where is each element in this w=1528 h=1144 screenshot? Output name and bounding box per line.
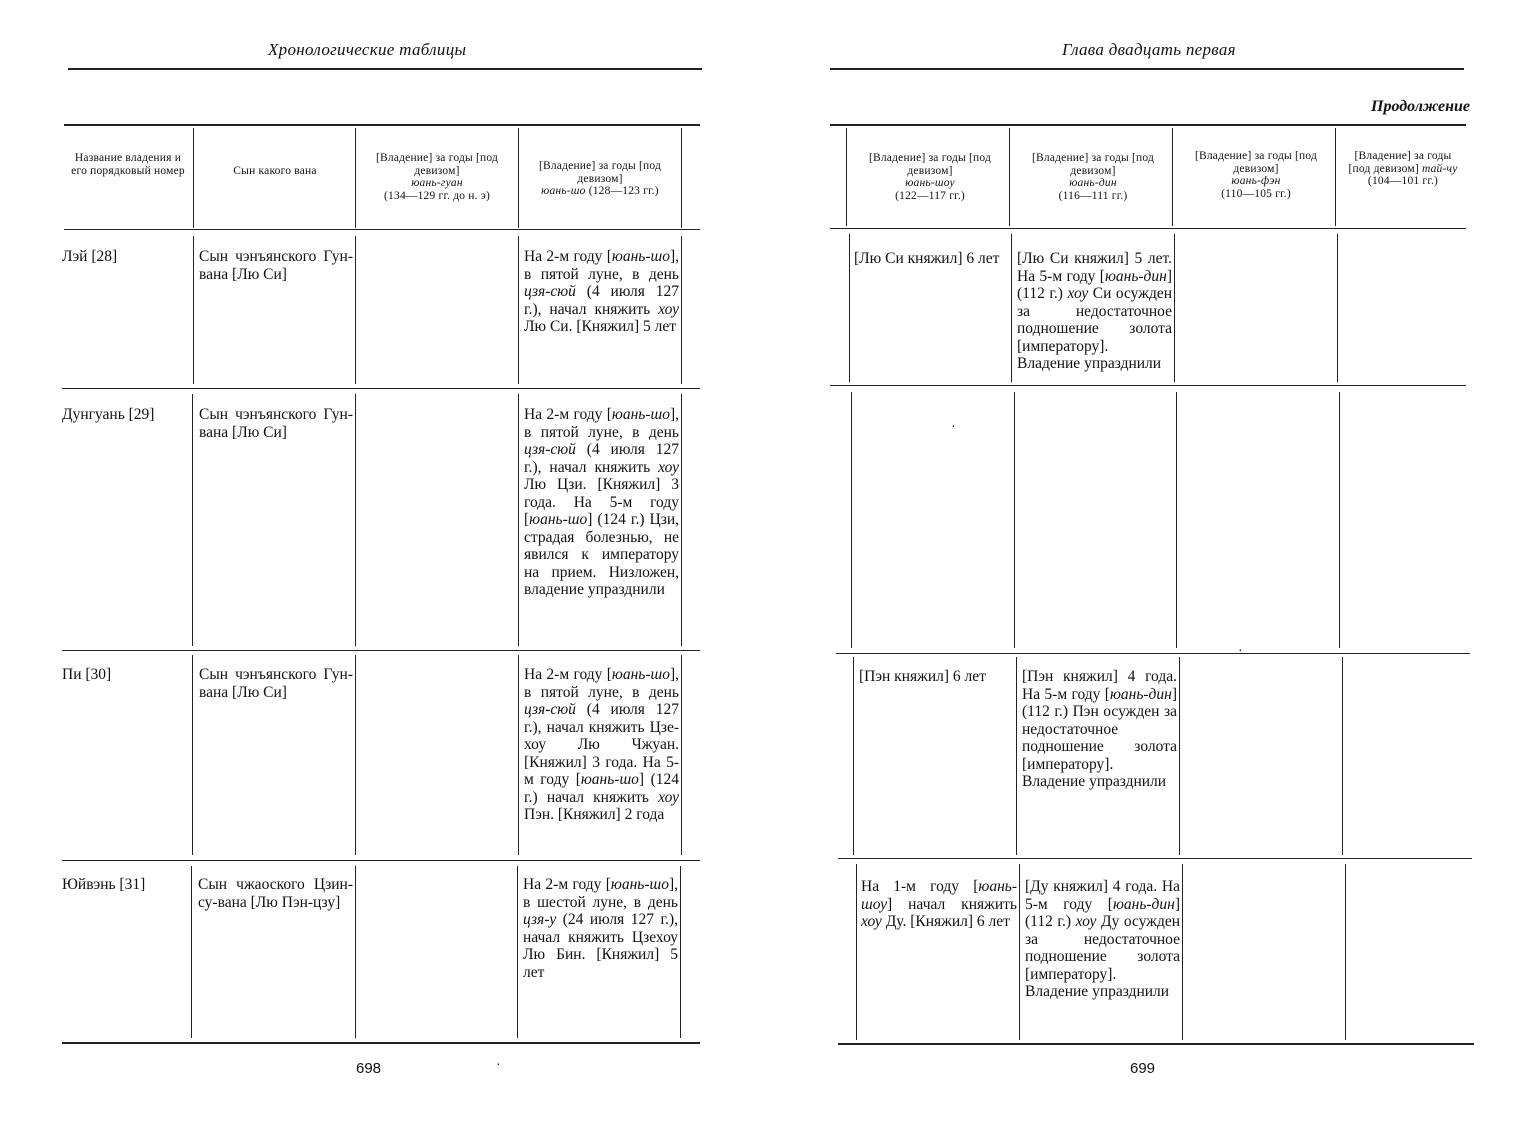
col-divider [681,236,682,384]
print-speck: · [951,420,956,435]
text-segment: На 2-м году [ [524,406,612,423]
italic-term: юань-дин [1112,895,1175,913]
right-running-head: Глава двадцать первая [1062,40,1236,59]
row-son-of: Сын чэнъянского Гун-вана [Лю Си] [199,248,353,283]
text-segment: ] (112 г.) Пэн осужден за недостаточное подношение золота [императору]. Владение упразднили [1022,685,1177,790]
italic-term: юань-шо [611,406,670,423]
print-speck: · [1238,644,1243,659]
col-divider [849,234,850,382]
col-divider [355,655,356,855]
col-divider [1335,128,1336,226]
row-son-of: Сын чжаоского Цзин-су-вана [Лю Пэн-цзу] [198,876,353,911]
col-divider [355,236,356,384]
header-son-of: Сын какого вана [233,165,317,177]
text-segment: ] начал княжить [887,895,1017,913]
row-name: Дунгуань [29] [62,406,155,423]
italic-term: юань-шо [611,666,670,683]
text-segment: На 2-м году [ [523,876,611,893]
italic-term: цзя-у [523,911,557,928]
text-segment: (24 июля 127 г.), начал княжить Цзехоу Лю Бин. [Княжил] 5 лет [523,911,678,981]
col-divider [355,394,356,646]
col-divider [191,866,192,1038]
text-segment: На 1-м году [ [861,878,979,895]
text-segment: ] (112 г.) [1017,267,1172,302]
text-segment: Лю Цзи. [Княжил] 3 года. На 5-м году [ [524,476,679,528]
text-segment: Лю Си. [Княжил] 5 лет [524,318,677,335]
header-yuan-guang: [Владение] за годы [под девизом] юань-гуан (134—129 гг. до н. э) [375,152,499,202]
italic-term: цзя-сюй [524,701,576,718]
italic-term: цзя-сюй [524,283,576,300]
italic-term: хоу [658,300,679,318]
col-divider [355,866,356,1038]
continued-label: Продолжение [1371,98,1470,115]
text-segment: ], в пятой луне, в день [524,666,679,701]
row-divider [838,858,1472,859]
col-divider [851,392,852,648]
row-yuan-shuo [523,876,678,981]
col-divider [518,128,519,228]
text-segment: (4 июля 127 г.), начал княжить [524,283,679,318]
row-name: Лэй [28] [62,248,118,265]
header-yuan-feng: [Владение] за годы [под девизом] юань-фэн (110—105 гг.) [1194,150,1318,200]
header-yuan-shou: [Владение] за годы [под девизом] юань-шоу (122—117 гг.) [868,152,992,202]
row-yuan-ding [1017,250,1172,373]
italic-term: хоу [861,913,882,930]
left-page-number: 698 [356,1060,382,1077]
col-divider [681,394,682,646]
row-yuan-shou [854,250,1008,268]
col-divider [680,866,681,1038]
header-tai-chu: [Владение] за годы [под девизом] тай-чу (104—101 гг.) [1348,150,1458,187]
row-yuan-ding [1022,668,1177,791]
col-divider [1016,657,1017,855]
text-segment: (4 июля 127 г.), начал княжить Цзе-хоу Лю Чжуан. [Княжил] 3 года. На 5-м году [ [524,701,679,788]
italic-term: хоу [1067,285,1089,302]
text-segment: [Ду княжил] 4 года. На 5-м году [ [1025,878,1180,913]
left-head-rule [68,68,702,70]
col-divider [1019,864,1020,1040]
col-divider [193,128,194,228]
right-page [764,0,1528,1144]
italic-term: юань-шо [611,248,670,265]
text-segment: [Лю Си княжил] 5 лет. На 5-м году [ [1017,250,1172,285]
col-divider [1014,392,1015,648]
italic-term: хоу [658,458,679,476]
text-segment: (4 июля 127 г.), начал княжить [524,441,679,476]
row-yuan-shou [859,668,1015,686]
col-divider [1011,234,1012,382]
col-divider [846,128,847,226]
col-divider [1337,234,1338,382]
italic-term: хоу [1075,913,1097,930]
italic-term: юань-дин [1104,267,1167,285]
italic-term: хоу [658,788,679,806]
italic-term: юань-шоу [861,878,1017,913]
text-segment: Пэн. [Княжил] 2 года [524,806,665,823]
table-top-rule [64,124,700,126]
text-segment: Ду. [Княжил] 6 лет [881,913,1010,930]
row-name: Пи [30] [62,666,112,683]
print-speck: · [496,1058,501,1073]
left-running-head: Хронологические таблицы [268,40,467,59]
italic-term: юань-дин [1109,685,1172,703]
col-divider [518,236,519,384]
text-segment: ], в пятой луне, в день [524,406,679,441]
text-segment: ], в шестой луне, в день [523,876,678,911]
text-segment: Си осужден за недостаточное подношение золота [императору]. Владение упразднили [1017,285,1173,372]
text-segment: ] (112 г.) [1025,895,1180,930]
row-yuan-shuo [524,406,679,599]
col-divider [518,655,519,855]
table-top-rule [830,124,1466,126]
table-bottom-rule [62,1042,700,1044]
italic-term: юань-шо [610,876,669,893]
text-segment: На 2-м году [ [524,666,612,683]
col-divider [853,657,854,855]
text-segment: ], в пятой луне, в день [524,248,679,283]
row-yuan-ding [1025,878,1180,1001]
text-segment: ] (124 г.) Цзи, страдая болезнью, не явился к императору на прием. Низложен, владение упразднили [524,511,679,598]
row-yuan-shuo [524,248,679,336]
row-yuan-shuo [524,666,679,824]
col-divider [1339,392,1340,648]
table-header-rule [830,228,1466,229]
col-divider [681,655,682,855]
row-divider [62,650,700,651]
col-divider [856,864,857,1040]
col-divider [1174,234,1175,382]
col-divider [192,394,193,646]
col-divider [1179,657,1180,855]
text-segment: На 2-м году [ [524,248,612,265]
header-yuan-shuo: [Владение] за годы [под девизом] юань-шо (128—123 гг.) [538,160,662,197]
row-name: Юйвэнь [31] [62,876,146,893]
header-yuan-ding: [Владение] за годы [под девизом] юань-дин (116—111 гг.) [1031,152,1155,202]
header-name: Название владения и его порядковый номер [71,152,185,177]
text-segment: [Пэн княжил] 6 лет [859,668,986,685]
col-divider [1345,864,1346,1040]
col-divider [192,655,193,855]
text-segment: Ду осужден за недостаточное подношение золота [императору]. Владение упразднили [1025,913,1181,1000]
col-divider [518,394,519,646]
table-bottom-rule [838,1043,1474,1045]
col-divider [1176,392,1177,648]
col-divider [1009,128,1010,226]
italic-term: юань-шо [580,771,639,788]
right-head-rule [830,68,1464,70]
text-segment: [Пэн княжил] 4 года. На 5-м году [ [1022,668,1177,703]
row-divider [62,860,700,861]
table-header-rule [64,229,700,230]
row-divider [62,388,700,389]
row-son-of: Сын чэнъянского Гун-вана [Лю Си] [199,666,353,701]
text-segment: [Лю Си княжил] 6 лет [854,250,1000,267]
col-divider [517,866,518,1038]
col-divider [193,236,194,384]
col-divider [1182,864,1183,1040]
row-divider [836,653,1470,654]
col-divider [355,128,356,228]
row-yuan-shou [861,878,1017,931]
text-segment: ] (124 г.) начал княжить [524,771,679,806]
italic-term: юань-шо [529,511,588,528]
col-divider [1342,657,1343,855]
col-divider [1172,128,1173,226]
right-page-number: 699 [1130,1060,1156,1077]
col-divider [681,128,682,228]
row-divider [830,385,1466,386]
row-son-of: Сын чэнъянского Гун-вана [Лю Си] [199,406,353,441]
italic-term: цзя-сюй [524,441,576,458]
